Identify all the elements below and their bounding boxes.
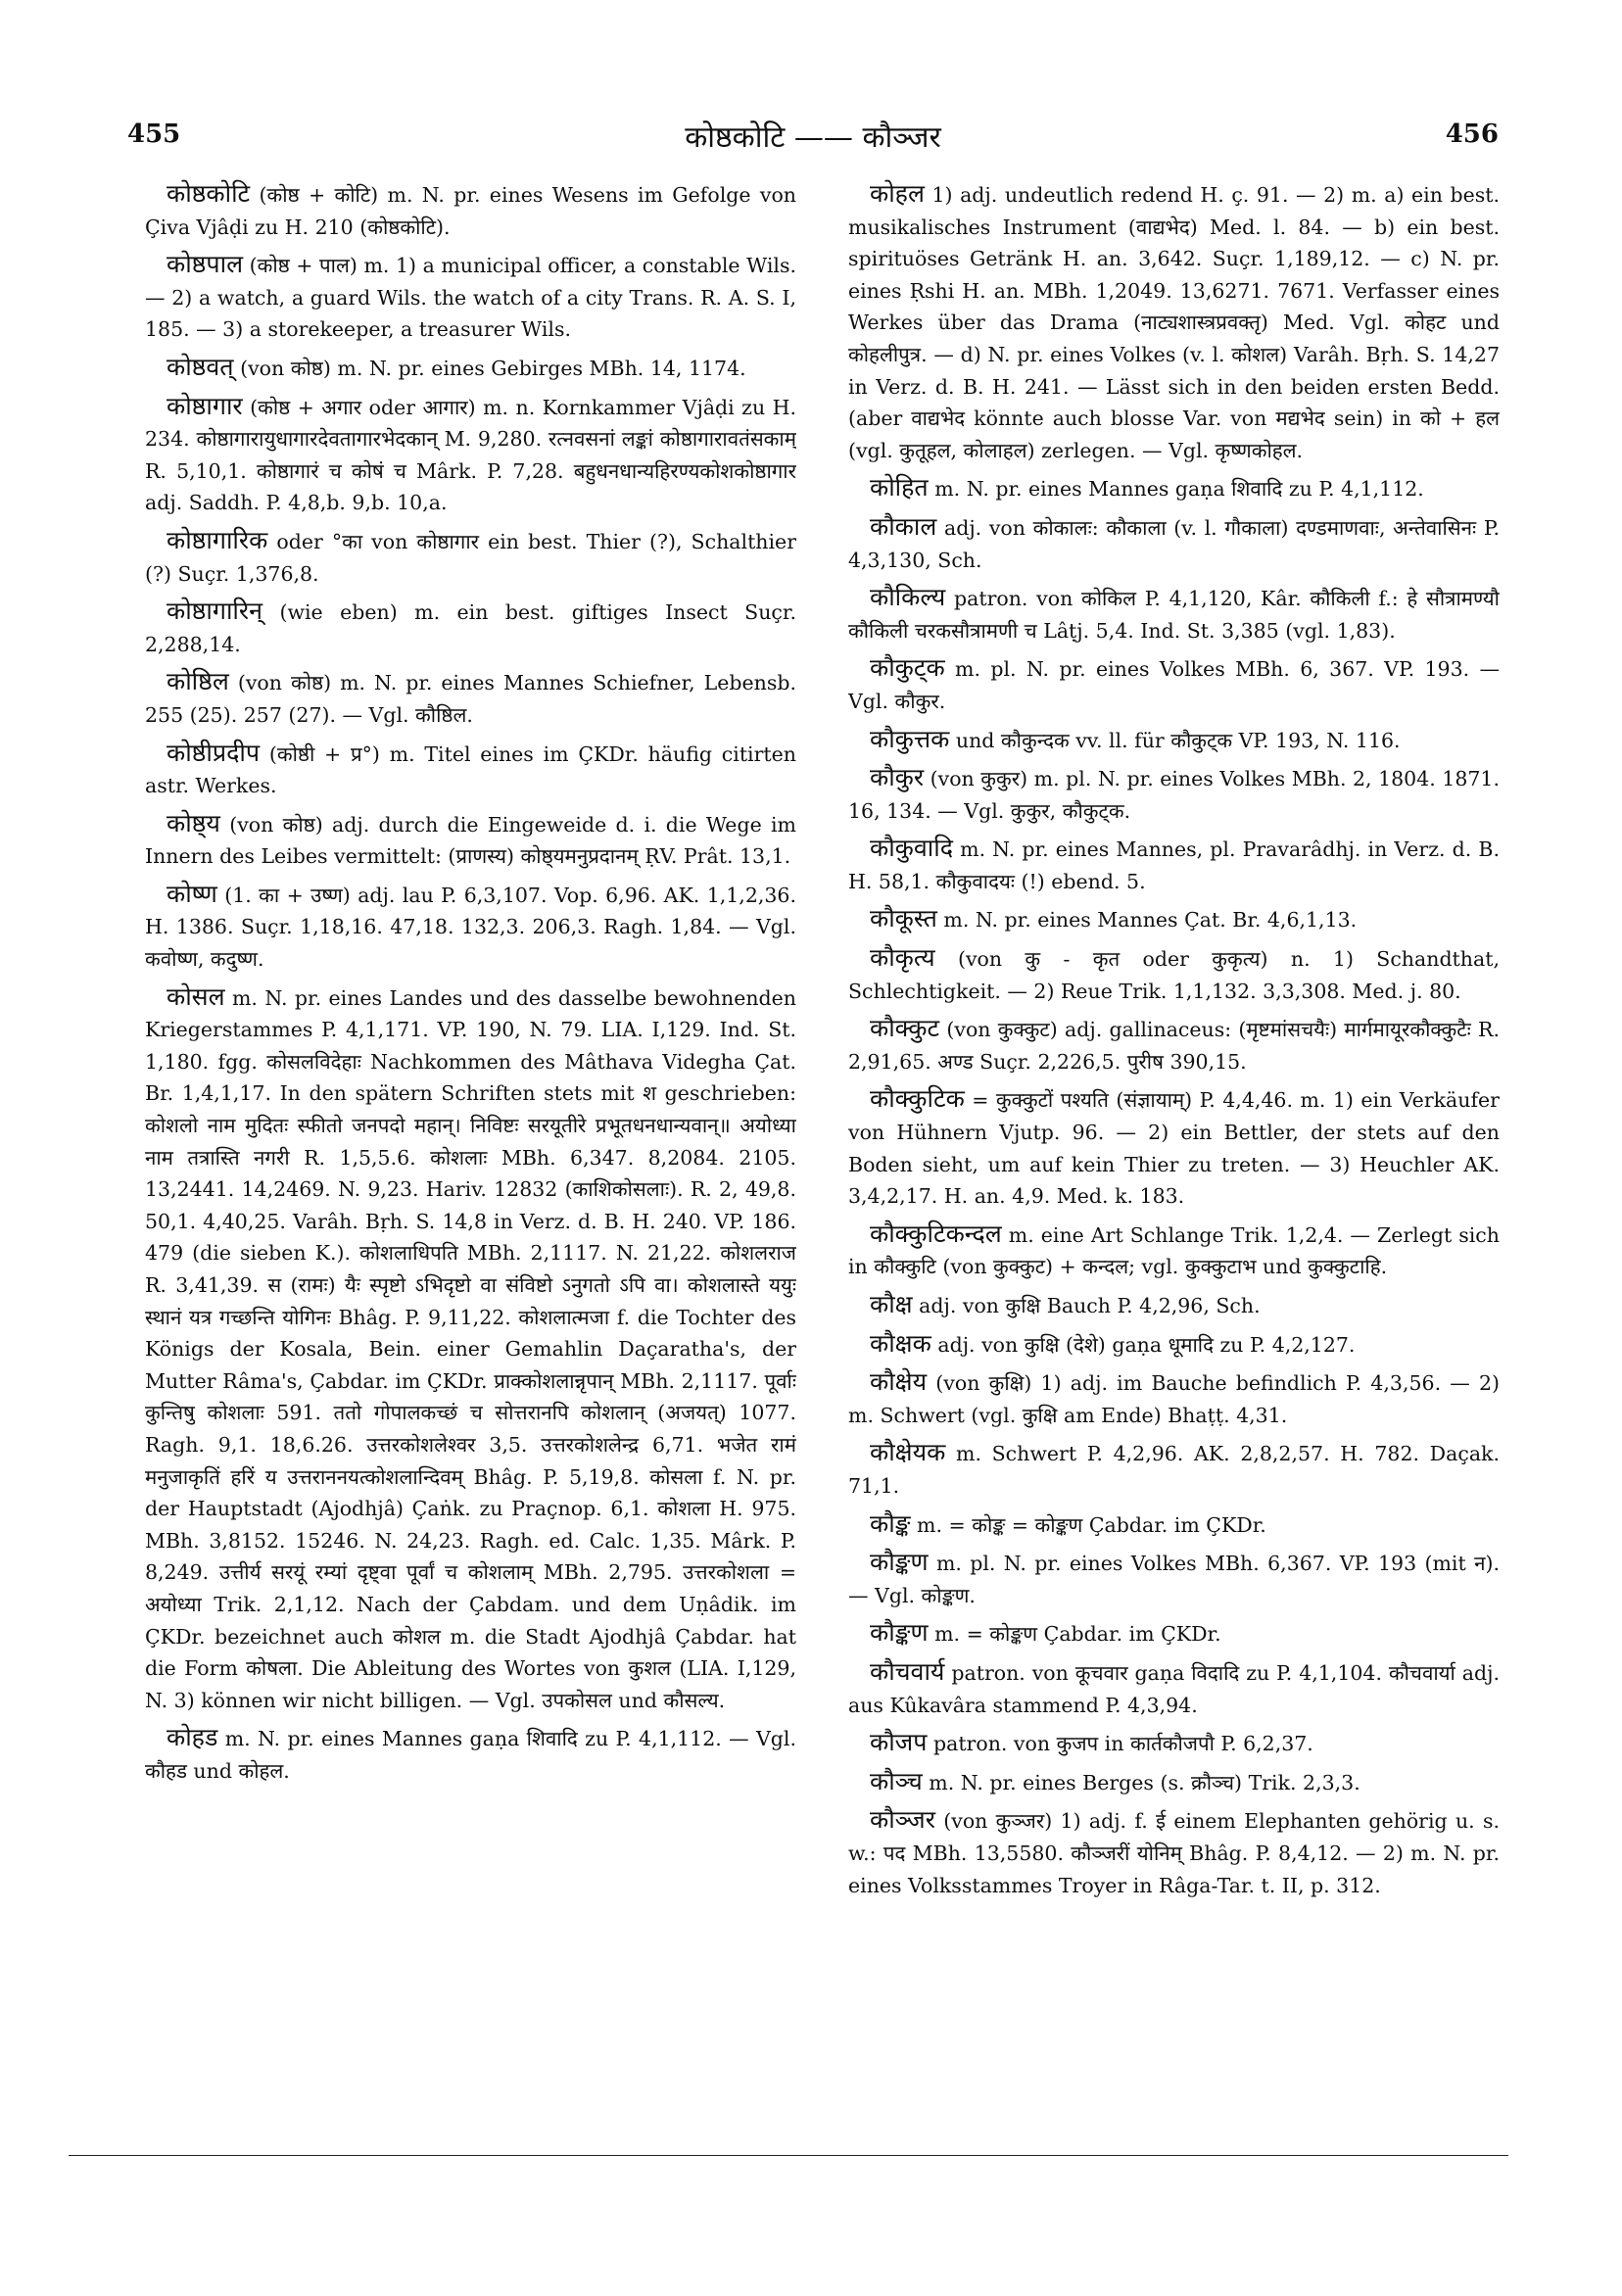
entry-headword: कौङ्कण xyxy=(870,1618,929,1648)
entry-headword: कोष्ठकोटि xyxy=(167,179,251,208)
dictionary-entry xyxy=(848,472,1500,505)
dictionary-entry xyxy=(848,1437,1500,1502)
dictionary-entry xyxy=(848,1766,1500,1799)
entry-text: adj. von कोकालः: कौकाला (v. l. गौकाला) दण्डमाणवाः, अन्तेवासिनः P. 4,3,130, Sch. xyxy=(848,515,1500,572)
dictionary-entry xyxy=(145,352,796,385)
entry-text: m. Schwert P. 4,2,96. AK. 2,8,2,57. H. 782. Daçak. 71,1. xyxy=(848,1442,1500,1498)
dictionary-entry xyxy=(848,1289,1500,1322)
entry-headword: कोष्ठीप्रदीप xyxy=(167,738,261,767)
entry-text: 1) adj. undeutlich redend H. ç. 91. — 2) m. a) ein best. musikalisches Instrument (वाद्यभेद) Med. l. 84. — b) ein best. spirituöses Getränk H. an. 3,642. Suçr. 1,189,12. — c) N. pr. eines Ṛshi H. an. MBh. 1,2049. 13,6271. 7671. Verfasser eines Werkes über das Drama (नाट्यशास्त्रप्रवक्तृ) Med. Vgl. कोहट und कोहलीपुत्र. — d) N. pr. eines Volkes (v. l. कोशल) Varâh. Bṛh. S. 14,27 in Verz. d. B. H. 241. — Lässt sich in den beiden ersten Bedd. (aber वाद्यभेद könnte auch blosse Var. von मद्यभेद sein) in को + हल (vgl. कुतूहल, कोलाहल) zerlegen. — Vgl. कृष्णकोहल. xyxy=(848,183,1500,462)
dictionary-entry xyxy=(848,1804,1500,1901)
entry-text: m. = कोङ्कण Çabdar. im ÇKDr. xyxy=(934,1622,1221,1647)
entry-text: m. N. pr. eines Mannes Çat. Br. 4,6,1,13. xyxy=(943,908,1358,933)
dictionary-entry xyxy=(848,178,1500,466)
dictionary-entry xyxy=(145,666,796,731)
dictionary-entry xyxy=(848,1328,1500,1362)
entry-text: adj. von कुक्षि (देशे) gaṇa धूमादि zu P. 4,2,127. xyxy=(937,1332,1356,1357)
entry-headword: कौकुत्तक xyxy=(870,724,950,753)
left-column xyxy=(145,178,796,2069)
entry-text: (von कुक्कुट) adj. gallinaceus: (मृष्टमांसचयैः) मार्गमायूरकौक्कुटैः R. 2,91,65. अण्ड Suçr. 2,226,5. पुरीष 390,15. xyxy=(848,1018,1500,1074)
entry-text: (von कुञ्जर) 1) adj. f. ई einem Elephanten gehörig u. s. w.: पद MBh. 13,5580. कौञ्जरीं योनिम् Bhâg. P. 8,4,12. — 2) m. N. pr. eines Volksstammes Troyer in Râga-Tar. t. II, p. 312. xyxy=(848,1809,1500,1897)
dictionary-entry xyxy=(848,903,1500,936)
entry-text: (von कोष्ठ) m. N. pr. eines Mannes Schiefner, Lebensb. 255 (25). 257 (27). — Vgl. कौष्ठिल. xyxy=(145,671,796,727)
dictionary-entry xyxy=(145,981,796,1717)
entry-headword: कोष्ठपाल xyxy=(167,250,244,279)
entry-headword: कोष्ठागार xyxy=(167,391,243,420)
page-number-left: 455 xyxy=(127,120,181,149)
entry-headword: कौक्ष xyxy=(870,1290,913,1318)
entry-headword: कोसल xyxy=(167,981,225,1011)
entry-text: (von कु - कृत oder कुकृत्य) n. 1) Schandthat, Schlechtigkeit. — 2) Reue Trik. 1,1,132. 3,3,308. Med. j. 80. xyxy=(848,947,1500,1003)
page-header xyxy=(127,120,1499,178)
entry-headword: कौकुवादि xyxy=(870,834,954,863)
dictionary-entry xyxy=(848,1508,1500,1542)
entry-text: m. pl. N. pr. eines Volkes MBh. 6,367. VP. 193 (mit न). — Vgl. कोङ्कण. xyxy=(848,1552,1500,1607)
entry-text: patron. von कुजप in कार्तकौजपौ P. 6,2,37. xyxy=(932,1732,1313,1756)
dictionary-entry xyxy=(848,511,1500,576)
entry-text: (कोष्ठ + कोटि) m. N. pr. eines Wesens im Gefolge von Çiva Vjâḍi zu H. 210 (कोष्ठकोटि). xyxy=(145,183,796,239)
entry-text: (कोष्ठ + पाल) m. 1) a municipal officer, a constable Wils. — 2) a watch, a guard Wils. the watch of a city Trans. R. A. S. I, 185. — 3) a storekeeper, a treasurer Wils. xyxy=(145,254,796,342)
dictionary-entry xyxy=(145,178,796,243)
dictionary-entry xyxy=(848,1547,1500,1611)
entry-headword: कौक्षक xyxy=(870,1328,931,1358)
entry-headword: कौङ्कण xyxy=(870,1548,929,1577)
entry-headword: कौकुट्क xyxy=(870,653,945,683)
entry-headword: कौक्कुट xyxy=(870,1014,940,1043)
entry-text: (von कोष्ठ) m. N. pr. eines Gebirges MBh. 14, 1174. xyxy=(240,356,746,380)
dictionary-entry xyxy=(145,808,796,873)
dictionary-entry xyxy=(145,738,796,802)
entry-headword: कौक्कुटिकन्दल xyxy=(870,1219,1002,1248)
dictionary-entry xyxy=(848,1656,1500,1721)
entry-headword: कौञ्जर xyxy=(870,1805,935,1835)
dictionary-entry xyxy=(848,1727,1500,1760)
entry-text: patron. von कोकिल P. 4,1,120, Kâr. कौकिली f.: हे सौत्रामण्यौ कौकिली चरकसौत्रामणी च Lâṭj. 5,4. Ind. St. 3,385 (vgl. 1,83). xyxy=(848,587,1500,643)
entry-headword: कौकुर xyxy=(870,763,925,792)
dictionary-entry xyxy=(848,1013,1500,1077)
entry-headword: कोष्ठिल xyxy=(167,667,229,696)
dictionary-entry xyxy=(145,525,796,590)
entry-text: (von कुकुर) m. pl. N. pr. eines Volkes MBh. 2, 1804. 1871. 16, 134. — Vgl. कुकुर, कौकुट्क. xyxy=(848,767,1500,823)
entry-headword: कोहल xyxy=(870,179,925,208)
right-column xyxy=(848,178,1500,2069)
entry-text: (von कोष्ठ) adj. durch die Eingeweide d. i. die Wege im Innern des Leibes vermittelt: (प्राणस्य) कोष्ठ्यमनुप्रदानम् ṚV. Prât. 13,1. xyxy=(145,812,796,869)
entry-headword: कोष्ठवत् xyxy=(167,352,234,381)
entry-headword: कोष्ठागारिक xyxy=(167,525,268,554)
entry-text: (1. का + उष्ण) adj. lau P. 6,3,107. Vop. 6,96. AK. 1,1,2,36. H. 1386. Suçr. 1,18,16. 47,18. 132,3. 206,3. Ragh. 1,84. — Vgl. कवोष्ण, कदुष्ण. xyxy=(145,883,796,972)
entry-headword: कौञ्च xyxy=(870,1766,923,1795)
entry-headword: कौकाल xyxy=(870,511,937,541)
dictionary-entry xyxy=(848,1366,1500,1431)
entry-headword: कौचवार्य xyxy=(870,1656,945,1686)
entry-text: m. N. pr. eines Mannes gaṇa शिवादि zu P. 4,1,112. xyxy=(934,477,1424,502)
page-number-right: 456 xyxy=(1445,120,1499,149)
dictionary-entry xyxy=(145,596,796,660)
entry-text: (कोष्ठ + अगार oder आगार) m. n. Kornkammer Vjâḍi zu H. 234. कोष्ठागारायुधागारदेवतागारभेदकान् M. 9,280. रत्नवसनां लङ्कां कोष्ठागारावतंसकाम् R. 5,10,1. कोष्ठागारं च कोषं च Mârk. P. 7,28. बहुधनधान्यहिरण्यकोशकोष्ठागार adj. Saddh. P. 4,8,b. 9,b. 10,a. xyxy=(145,395,796,515)
entry-text: oder °का von कोष्ठागार ein best. Thier (?), Schalthier (?) Suçr. 1,376,8. xyxy=(145,529,796,586)
footer-rule xyxy=(69,2155,1508,2156)
entry-headword: कौकूस्त xyxy=(870,904,937,933)
dictionary-entry xyxy=(848,833,1500,897)
entry-text: patron. von कूचवार gaṇa विदादि zu P. 4,1,104. कौचवार्या adj. aus Kûkavâra stammend P. 4,3,94. xyxy=(848,1660,1500,1717)
dictionary-entry xyxy=(848,1083,1500,1212)
entry-text: = कुक्कुटों पश्यति (संज्ञायाम्) P. 4,4,46. m. 1) ein Verkäufer von Hühnern Vjutp. 96. — 2) ein Bettler, der stets auf den Boden sieht, um auf kein Thier zu treten. — 3) Heuchler AK. 3,4,2,17. H. an. 4,9. Med. k. 183. xyxy=(848,1088,1500,1209)
dictionary-entry xyxy=(145,391,796,519)
entry-headword: कोहड xyxy=(167,1723,218,1752)
dictionary-entry xyxy=(848,724,1500,757)
entry-headword: कोष्ण xyxy=(167,879,217,908)
entry-text: m. pl. N. pr. eines Volkes MBh. 6, 367. VP. 193. — Vgl. कौकुर. xyxy=(848,657,1500,713)
entry-text: m. N. pr. eines Landes und des dasselbe bewohnenden Kriegerstammes P. 4,1,171. VP. 190, N. 79. LIA. I,129. Ind. St. 1,180. fgg. कोसलविदेहाः Nachkommen des Mâthava Videgha Çat. Br. 1,4,1,17. In den spätern Schriften stets mit श geschrieben: कोशलो नाम मुदितः स्फीतो जनपदो महान्। निविष्टः सरयूतीरे प्रभूतधनधान्यवान्॥ अयोध्या नाम तत्रास्ति नगरी R. 1,5,5.6. कोशलाः MBh. 6,347. 8,2084. 2105. 13,2441. 14,2469. N. 9,23. Hariv. 12832 (काशिकोसलाः). R. 2, 49,8. 50,1. 4,40,25. Varâh. Bṛh. S. 14,8 in Verz. d. B. H. 240. VP. 186. 479 (die sieben K.). कोशलाधिपति MBh. 2,1117. N. 21,22. कोशलराज R. 3,41,39. स (रामः) यैः स्पृष्टो ऽभिदृष्टो वा संविष्टो ऽनुगतो ऽपि वा। कोशलास्ते ययुः स्थानं यत्र गच्छन्ति योगिनः Bhâg. P. 9,11,22. कोशलात्मजा f. die Tochter des Königs der Kosala, Bein. einer Gemahlin Daçaratha's, der Mutter Râma's, Çabdar. im ÇKDr. प्राक्कोशलान्नृपान् MBh. 2,1117. पूर्वाः कुन्तिषु कोशलाः 591. ततो गोपालकच्छं च सोत्तरानपि कोशलान् (अजयत्) 1077. Ragh. 9,1. 18,6.26. उत्तरकोशलेश्वर 3,5. उत्तरकोशलेन्द्र 6,71. भजेत रामं मनुजाकृतिं हरिं य उत्तराननयत्कोशलान्दिवम् Bhâg. P. 5,19,8. कोसला f. N. pr. der Hauptstadt (Ajodhjâ) Çaṅk. zu Praçnop. 6,1. कोशला H. 975. MBh. 3,8152. 15246. N. 24,23. Ragh. ed. Calc. 1,35. Mârk. P. 8,249. उत्तीर्य सरयूं रम्यां दृष्ट्वा पूर्वां च कोशलाम् MBh. 2,795. उत्तरकोशला = अयोध्या Trik. 2,1,12. Nach der Çabdam. und dem Uṇâdik. im ÇKDr. bezeichnet auch कोशल m. die Stadt Ajodhjâ Çabdar. hat die Form कोषला. Die Ableitung des Wortes von कुशल (LIA. I,129, N. 3) können wir nicht billigen. — Vgl. उपकोसल und कौसल्य. xyxy=(145,985,796,1712)
dictionary-entry xyxy=(848,582,1500,646)
dictionary-entry xyxy=(145,879,796,976)
entry-headword: कौक्कुटिक xyxy=(870,1084,965,1114)
entry-text: m. eine Art Schlange Trik. 1,2,4. — Zerlegt sich in कौक्कुटि (von कुक्कुट) + कन्दल; vgl. कुक्कुटाभ und कुक्कुटाहि. xyxy=(848,1222,1500,1279)
entry-headword: कौकृत्य xyxy=(870,943,935,973)
dictionary-entry xyxy=(848,652,1500,717)
dictionary-entry xyxy=(848,762,1500,827)
entry-text: und कौकुन्दक vv. ll. für कौकुट्क VP. 193, N. 116. xyxy=(955,728,1401,752)
entry-text: adj. von कुक्षि Bauch P. 4,2,96, Sch. xyxy=(919,1294,1261,1317)
dictionary-entry xyxy=(145,249,796,346)
entry-headword: कौक्षेयक xyxy=(870,1438,946,1467)
dictionary-entry xyxy=(848,942,1500,1007)
entry-text: m. N. pr. eines Mannes, pl. Pravarâdhj. in Verz. d. B. H. 58,1. कौकुवादयः (!) ebend. 5. xyxy=(848,837,1500,893)
running-title: कोष्ठकोटि —— कौञ्जर xyxy=(685,120,941,155)
entry-text: (कोष्ठी + प्र°) m. Titel eines im ÇKDr. häufig citirten astr. Werkes. xyxy=(145,741,796,798)
entry-text: m. = कोङ्क = कोङ्कण Çabdar. im ÇKDr. xyxy=(917,1512,1266,1537)
dictionary-entry xyxy=(848,1617,1500,1650)
entry-text: m. N. pr. eines Mannes gaṇa शिवादि zu P. 4,1,112. — Vgl. कौहड und कोहल. xyxy=(145,1727,796,1783)
entry-headword: कौङ्क xyxy=(870,1508,911,1538)
entry-text: (wie eben) m. ein best. giftiges Insect Suçr. 2,288,14. xyxy=(145,600,796,656)
entry-text: (von कुक्षि) 1) adj. im Bauche befindlich P. 4,3,56. — 2) m. Schwert (vgl. कुक्षि am Ende) Bhaṭṭ. 4,31. xyxy=(848,1371,1500,1427)
dictionary-entry xyxy=(145,1722,796,1787)
entry-headword: कोष्ठ्य xyxy=(167,808,220,837)
dictionary-entry xyxy=(848,1219,1500,1283)
entry-text: m. N. pr. eines Berges (s. क्रौञ्च) Trik. 2,3,3. xyxy=(929,1770,1360,1794)
entry-headword: कौजप xyxy=(870,1728,928,1757)
entry-headword: कौकिल्य xyxy=(870,583,946,612)
entry-headword: कोहित xyxy=(870,473,929,502)
entry-headword: कौक्षेय xyxy=(870,1367,928,1397)
entry-headword: कोष्ठागारिन् xyxy=(167,597,263,626)
